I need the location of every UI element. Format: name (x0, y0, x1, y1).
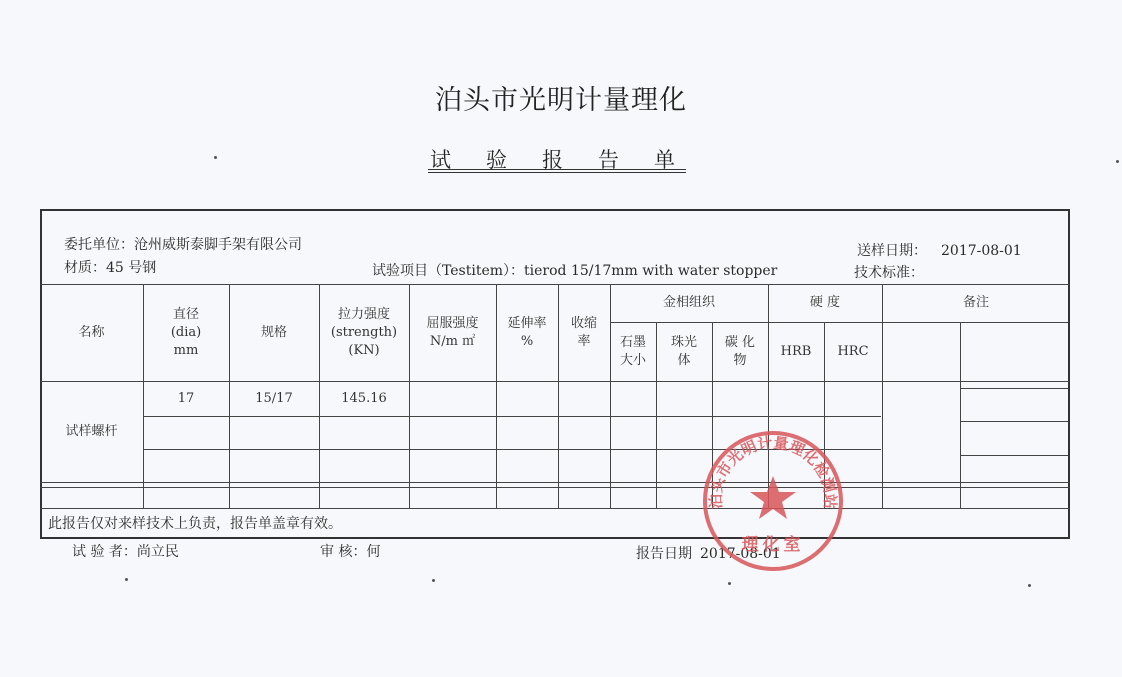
header-remark: 备注 (962, 295, 989, 310)
header-text: (strength) (330, 324, 398, 340)
table-line (40, 487, 1070, 488)
table-line (143, 416, 881, 417)
row-name: 试样螺杆 (65, 423, 118, 439)
client-value: 沧州威斯泰脚手架有限公司 (134, 237, 302, 253)
material-label: 材质： (64, 260, 106, 276)
report-date-label: 报告日期 (636, 546, 692, 562)
header-text: 大小 (619, 352, 646, 368)
header-text: 直径 (172, 306, 199, 322)
header-text: 收缩 (570, 315, 597, 331)
header-text: 珠光 (670, 334, 697, 350)
row-diameter: 17 (177, 390, 195, 406)
title-underline (428, 172, 686, 173)
header-diameter (143, 284, 229, 381)
header-elongation (496, 284, 558, 381)
header-hrb: HRB (780, 343, 812, 359)
header-text: 屈服强度 (426, 315, 479, 331)
header-text: % (520, 333, 534, 349)
header-spec: 规格 (260, 324, 287, 340)
speckle (1116, 160, 1119, 163)
header-yield (409, 284, 496, 381)
speckle (728, 582, 731, 585)
header-hardness: 硬 度 (809, 295, 841, 310)
header-metallographic: 金相组织 (662, 295, 715, 310)
send-date-label: 送样日期： (857, 243, 927, 259)
send-date-value: 2017-08-01 (941, 243, 1022, 259)
test-item-label: 试验项目（Testitem）： (372, 263, 525, 279)
reviewer-value: 何 (366, 544, 381, 560)
header-text: 率 (577, 333, 591, 349)
header-text: 石墨 (619, 334, 646, 350)
table-line (960, 455, 1068, 456)
tech-standard-line (854, 262, 924, 282)
speckle (432, 579, 435, 582)
header-text: 物 (733, 352, 747, 368)
header-graphite (610, 322, 656, 381)
org-name: 泊头市光明计量理化 (435, 85, 687, 116)
speckle (125, 578, 128, 581)
header-carbide (712, 322, 768, 381)
title-char: 试 (430, 148, 451, 172)
test-item-value: tierod 15/17mm with water stopper (524, 263, 778, 279)
header-text: mm (173, 342, 199, 358)
table-line (40, 482, 1070, 483)
table-line (40, 508, 1070, 509)
table-line (960, 388, 1068, 389)
material-line (64, 257, 156, 277)
table-line (960, 421, 1068, 422)
material-value: 45 号钢 (106, 260, 157, 276)
header-shrinkage (558, 284, 610, 381)
client-line (64, 234, 302, 254)
header-name: 名称 (78, 324, 105, 340)
speckle (1028, 584, 1031, 587)
table-line (960, 322, 961, 508)
client-label: 委托单位： (64, 237, 134, 253)
header-text: 体 (677, 352, 691, 368)
send-date-line (857, 240, 1022, 260)
title-underline (428, 169, 686, 170)
speckle (214, 156, 217, 159)
disclaimer-note: 此报告仅对来样技术上负责，报告单盖章有效。 (48, 516, 342, 532)
header-text: N/m ㎡ (429, 333, 476, 349)
row-strength: 145.16 (341, 390, 387, 406)
header-text: 拉力强度 (337, 306, 390, 322)
title-char: 告 (598, 148, 619, 172)
report-date-value: 2017-08-01 (700, 546, 781, 562)
reviewer-line (320, 541, 380, 561)
seal-bottom-text: 理化室 (741, 535, 805, 555)
tech-standard-label: 技术标准： (854, 265, 924, 281)
seal-text: 泊头市光明计量理化检测站 (706, 433, 840, 510)
title-char: 验 (486, 148, 507, 172)
header-pearlite (656, 322, 712, 381)
reviewer-label: 审 核： (320, 544, 367, 560)
header-text: 延伸率 (507, 315, 547, 331)
header-text: 碳 化 (724, 334, 756, 350)
title-char: 报 (542, 148, 563, 172)
tester-line (72, 541, 179, 561)
seal-star (750, 476, 796, 519)
header-hrc: HRC (837, 343, 869, 359)
tester-value: 尚立民 (136, 544, 179, 560)
test-item-line (372, 260, 777, 280)
row-spec: 15/17 (255, 390, 293, 406)
tester-label: 试 验 者： (72, 544, 137, 560)
header-text: (KN) (348, 342, 380, 358)
header-text: (dia) (170, 324, 202, 340)
title-char: 单 (654, 148, 675, 172)
official-seal (700, 428, 846, 574)
header-strength (319, 284, 409, 381)
